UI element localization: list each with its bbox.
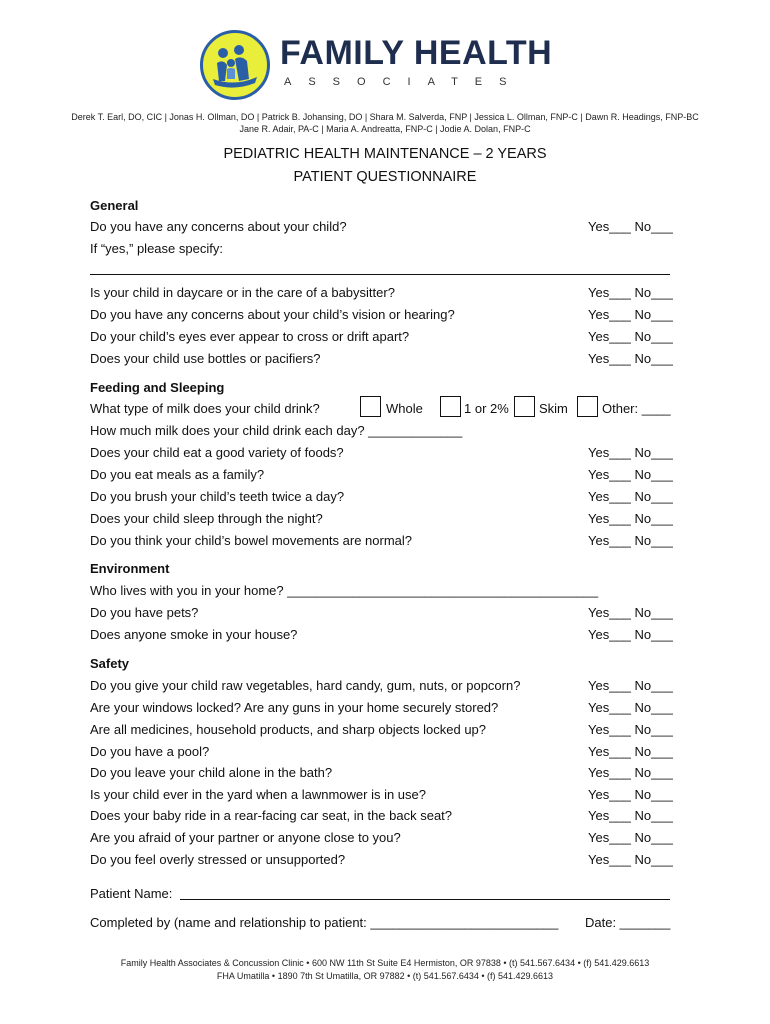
question-row <box>90 511 690 533</box>
question-text: Does your child eat a good variety of foods? <box>90 445 344 460</box>
yes-no-field[interactable]: Yes___ No___ <box>588 678 673 693</box>
question-row <box>90 533 690 555</box>
other-milk-checkbox[interactable] <box>577 396 598 417</box>
question-row <box>90 445 690 467</box>
question-text: Does your child sleep through the night? <box>90 511 323 526</box>
question-text: Do you feel overly stressed or unsupported? <box>90 852 346 867</box>
yes-no-field[interactable]: Yes___ No___ <box>588 830 673 845</box>
patient-name-label: Patient Name: <box>90 886 173 901</box>
question-text: Do you eat meals as a family? <box>90 467 265 482</box>
question-text: What type of milk does your child drink? <box>90 401 320 416</box>
question-row <box>90 852 690 874</box>
question-row <box>90 678 690 700</box>
question-row <box>90 219 690 241</box>
question-text: Are your windows locked? Are any guns in your home securely stored? <box>90 700 499 715</box>
household-members-question[interactable]: Who lives with you in your home? ___________________________________________ <box>90 583 599 598</box>
section-heading-feeding: Feeding and Sleeping <box>90 380 225 395</box>
question-row <box>90 830 690 852</box>
specify-row <box>90 241 690 263</box>
yes-no-field[interactable]: Yes___ No___ <box>588 722 673 737</box>
one-or-two-percent-label: 1 or 2% <box>464 401 509 416</box>
question-row <box>90 307 690 329</box>
yes-no-field[interactable]: Yes___ No___ <box>588 605 673 620</box>
whole-milk-checkbox[interactable] <box>360 396 381 417</box>
question-text: Do you have a pool? <box>90 744 210 759</box>
yes-no-field[interactable]: Yes___ No___ <box>588 808 673 823</box>
yes-no-field[interactable]: Yes___ No___ <box>588 285 673 300</box>
question-text: Does anyone smoke in your house? <box>90 627 298 642</box>
date-field[interactable]: Date: _______ <box>585 915 671 930</box>
yes-no-field[interactable]: Yes___ No___ <box>588 765 673 780</box>
family-logo-icon <box>200 30 270 100</box>
brand-name: FAMILY HEALTH <box>280 34 553 72</box>
question-text: Are you afraid of your partner or anyone close to you? <box>90 830 401 845</box>
question-row <box>90 285 690 307</box>
completed-by-field[interactable]: Completed by (name and relationship to patient: __________________________ <box>90 915 559 930</box>
milk-type-row <box>90 401 690 423</box>
question-row <box>90 583 690 605</box>
question-row <box>90 329 690 351</box>
yes-no-field[interactable]: Yes___ No___ <box>588 852 673 867</box>
question-text: Do you leave your child alone in the bath? <box>90 765 333 780</box>
specify-label: If “yes,” please specify: <box>90 241 223 256</box>
question-text: Is your child ever in the yard when a lawnmower is in use? <box>90 787 426 802</box>
yes-no-field[interactable]: Yes___ No___ <box>588 744 673 759</box>
one-or-two-percent-checkbox[interactable] <box>440 396 461 417</box>
other-milk-label[interactable]: Other: ____ <box>602 401 671 416</box>
document-title: PEDIATRIC HEALTH MAINTENANCE – 2 YEARS <box>223 146 547 162</box>
question-text: Does your baby ride in a rear-facing car seat, in the back seat? <box>90 808 453 823</box>
skim-milk-label: Skim <box>539 401 568 416</box>
section-heading-safety: Safety <box>90 656 130 671</box>
letterhead-logo <box>200 30 580 100</box>
section-heading-environment: Environment <box>90 561 170 576</box>
yes-no-field[interactable]: Yes___ No___ <box>588 511 673 526</box>
skim-milk-checkbox[interactable] <box>514 396 535 417</box>
yes-no-field[interactable]: Yes___ No___ <box>588 467 673 482</box>
footer-address-line-2: FHA Umatilla • 1890 7th St Umatilla, OR 97882 • (t) 541.567.6434 • (f) 541.429.6613 <box>216 971 554 981</box>
question-text: Do you have any concerns about your child? <box>90 219 347 234</box>
yes-no-field[interactable]: Yes___ No___ <box>588 627 673 642</box>
yes-no-field[interactable]: Yes___ No___ <box>588 533 673 548</box>
patient-name-field[interactable] <box>180 899 670 900</box>
staff-list-line-1: Derek T. Earl, DO, CIC | Jonas H. Ollman, DO | Patrick B. Johansing, DO | Shara M. Salverda, FNP | Jessica L. Ollman, FNP-C | Dawn R. Headings, FNP-BC <box>71 112 699 122</box>
question-row <box>90 627 690 649</box>
brand-subtitle: ASSOCIATES <box>284 76 524 88</box>
question-text: Do you have pets? <box>90 605 199 620</box>
footer-address-line-1: Family Health Associates & Concussion Clinic • 600 NW 11th St Suite E4 Hermiston, OR 97838 • (t) 541.567.6434 • (f) 541.429.6613 <box>120 958 650 968</box>
yes-no-field[interactable]: Yes___ No___ <box>588 445 673 460</box>
staff-list-line-2: Jane R. Adair, PA-C | Maria A. Andreatta, FNP-C | Jodie A. Dolan, FNP-C <box>239 124 531 134</box>
question-text: Do you think your child’s bowel movements are normal? <box>90 533 413 548</box>
question-row <box>90 605 690 627</box>
patient-name-row <box>90 886 690 908</box>
question-text: Do you give your child raw vegetables, hard candy, gum, nuts, or popcorn? <box>90 678 521 693</box>
question-row <box>90 744 690 766</box>
question-row <box>90 700 690 722</box>
question-text: Do your child’s eyes ever appear to cross or drift apart? <box>90 329 410 344</box>
specify-answer-line[interactable] <box>90 274 670 275</box>
question-text: Is your child in daycare or in the care of a babysitter? <box>90 285 395 300</box>
yes-no-field[interactable]: Yes___ No___ <box>588 787 673 802</box>
question-text: Does your child use bottles or pacifiers? <box>90 351 321 366</box>
yes-no-field[interactable]: Yes___ No___ <box>588 700 673 715</box>
question-row <box>90 423 690 445</box>
section-heading-general: General <box>90 198 139 213</box>
yes-no-field[interactable]: Yes___ No___ <box>588 307 673 322</box>
question-row <box>90 808 690 830</box>
question-row <box>90 351 690 373</box>
question-row <box>90 787 690 809</box>
question-text: Do you brush your child’s teeth twice a day? <box>90 489 345 504</box>
milk-amount-question[interactable]: How much milk does your child drink each day? _____________ <box>90 423 463 438</box>
question-row <box>90 489 690 511</box>
question-text: Are all medicines, household products, and sharp objects locked up? <box>90 722 487 737</box>
completed-by-row <box>90 915 690 937</box>
whole-milk-label: Whole <box>386 401 423 416</box>
yes-no-field[interactable]: Yes___ No___ <box>588 329 673 344</box>
document-subtitle: PATIENT QUESTIONNAIRE <box>293 169 477 185</box>
question-row <box>90 722 690 744</box>
yes-no-field[interactable]: Yes___ No___ <box>588 489 673 504</box>
yes-no-field[interactable]: Yes___ No___ <box>588 351 673 366</box>
question-row <box>90 765 690 787</box>
question-text: Do you have any concerns about your child’s vision or hearing? <box>90 307 455 322</box>
question-row <box>90 467 690 489</box>
yes-no-field[interactable]: Yes___ No___ <box>588 219 673 234</box>
